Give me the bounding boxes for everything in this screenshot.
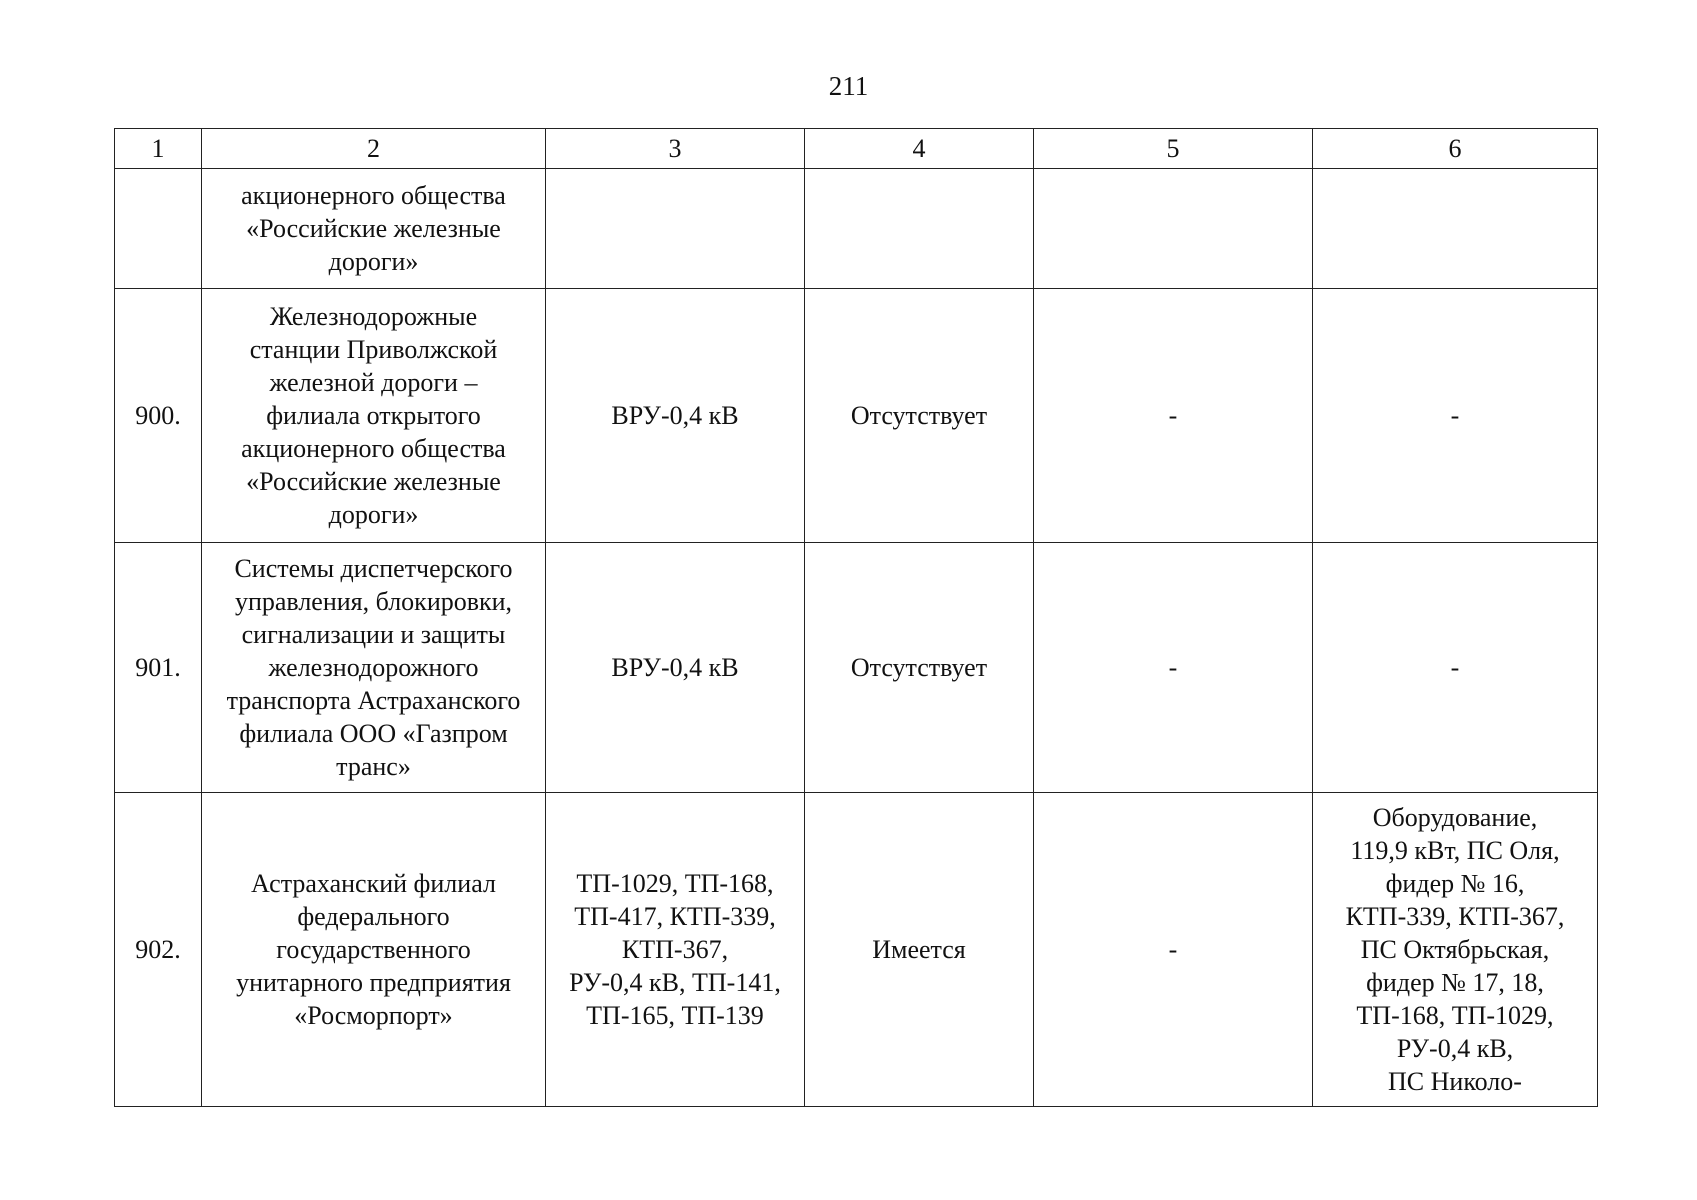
- row-number-cell: 900.: [115, 289, 202, 543]
- row-number-cell: 902.: [115, 793, 202, 1107]
- column-header-1: 1: [115, 129, 202, 169]
- equipment-cell: ВРУ-0,4 кВ: [546, 543, 805, 793]
- column-5-cell: -: [1034, 543, 1313, 793]
- table-row: [115, 793, 1598, 1107]
- table-row: [115, 289, 1598, 543]
- equipment-cell: [546, 169, 805, 289]
- column-5-cell: -: [1034, 289, 1313, 543]
- object-name-cell: Системы диспетчерского управления, блокировки, сигнализации и защиты железнодорожного транспорта Астраханского филиала ООО «Газпром транс»: [202, 543, 546, 793]
- status-cell: [805, 169, 1034, 289]
- column-6-cell: -: [1313, 289, 1598, 543]
- column-header-6: 6: [1313, 129, 1598, 169]
- table-header-row: [115, 129, 1598, 169]
- equipment-cell: ВРУ-0,4 кВ: [546, 289, 805, 543]
- column-6-cell: [1313, 169, 1598, 289]
- status-cell: Отсутствует: [805, 543, 1034, 793]
- page-number: 211: [828, 71, 869, 101]
- object-name-cell: Астраханский филиал федерального государственного унитарного предприятия «Росморпорт»: [202, 793, 546, 1107]
- column-5-cell: [1034, 169, 1313, 289]
- status-cell: Имеется: [805, 793, 1034, 1107]
- data-table: [114, 128, 1598, 1107]
- object-name-cell: Железнодорожные станции Приволжской железной дороги – филиала открытого акционерного общества «Российские железные дороги»: [202, 289, 546, 543]
- column-header-4: 4: [805, 129, 1034, 169]
- column-header-3: 3: [546, 129, 805, 169]
- equipment-cell: ТП-1029, ТП-168, ТП-417, КТП-339, КТП-367, РУ-0,4 кВ, ТП-141, ТП-165, ТП-139: [546, 793, 805, 1107]
- column-header-2: 2: [202, 129, 546, 169]
- column-header-5: 5: [1034, 129, 1313, 169]
- table-row: [115, 543, 1598, 793]
- column-6-cell: -: [1313, 543, 1598, 793]
- row-number-cell: [115, 169, 202, 289]
- table-row: [115, 169, 1598, 289]
- object-name-cell: акционерного общества «Российские железные дороги»: [202, 169, 546, 289]
- column-6-cell: Оборудование, 119,9 кВт, ПС Оля, фидер № 16, КТП-339, КТП-367, ПС Октябрьская, фидер № 17, 18, ТП-168, ТП-1029, РУ-0,4 кВ, ПС Николо-: [1313, 793, 1598, 1107]
- status-cell: Отсутствует: [805, 289, 1034, 543]
- column-5-cell: -: [1034, 793, 1313, 1107]
- row-number-cell: 901.: [115, 543, 202, 793]
